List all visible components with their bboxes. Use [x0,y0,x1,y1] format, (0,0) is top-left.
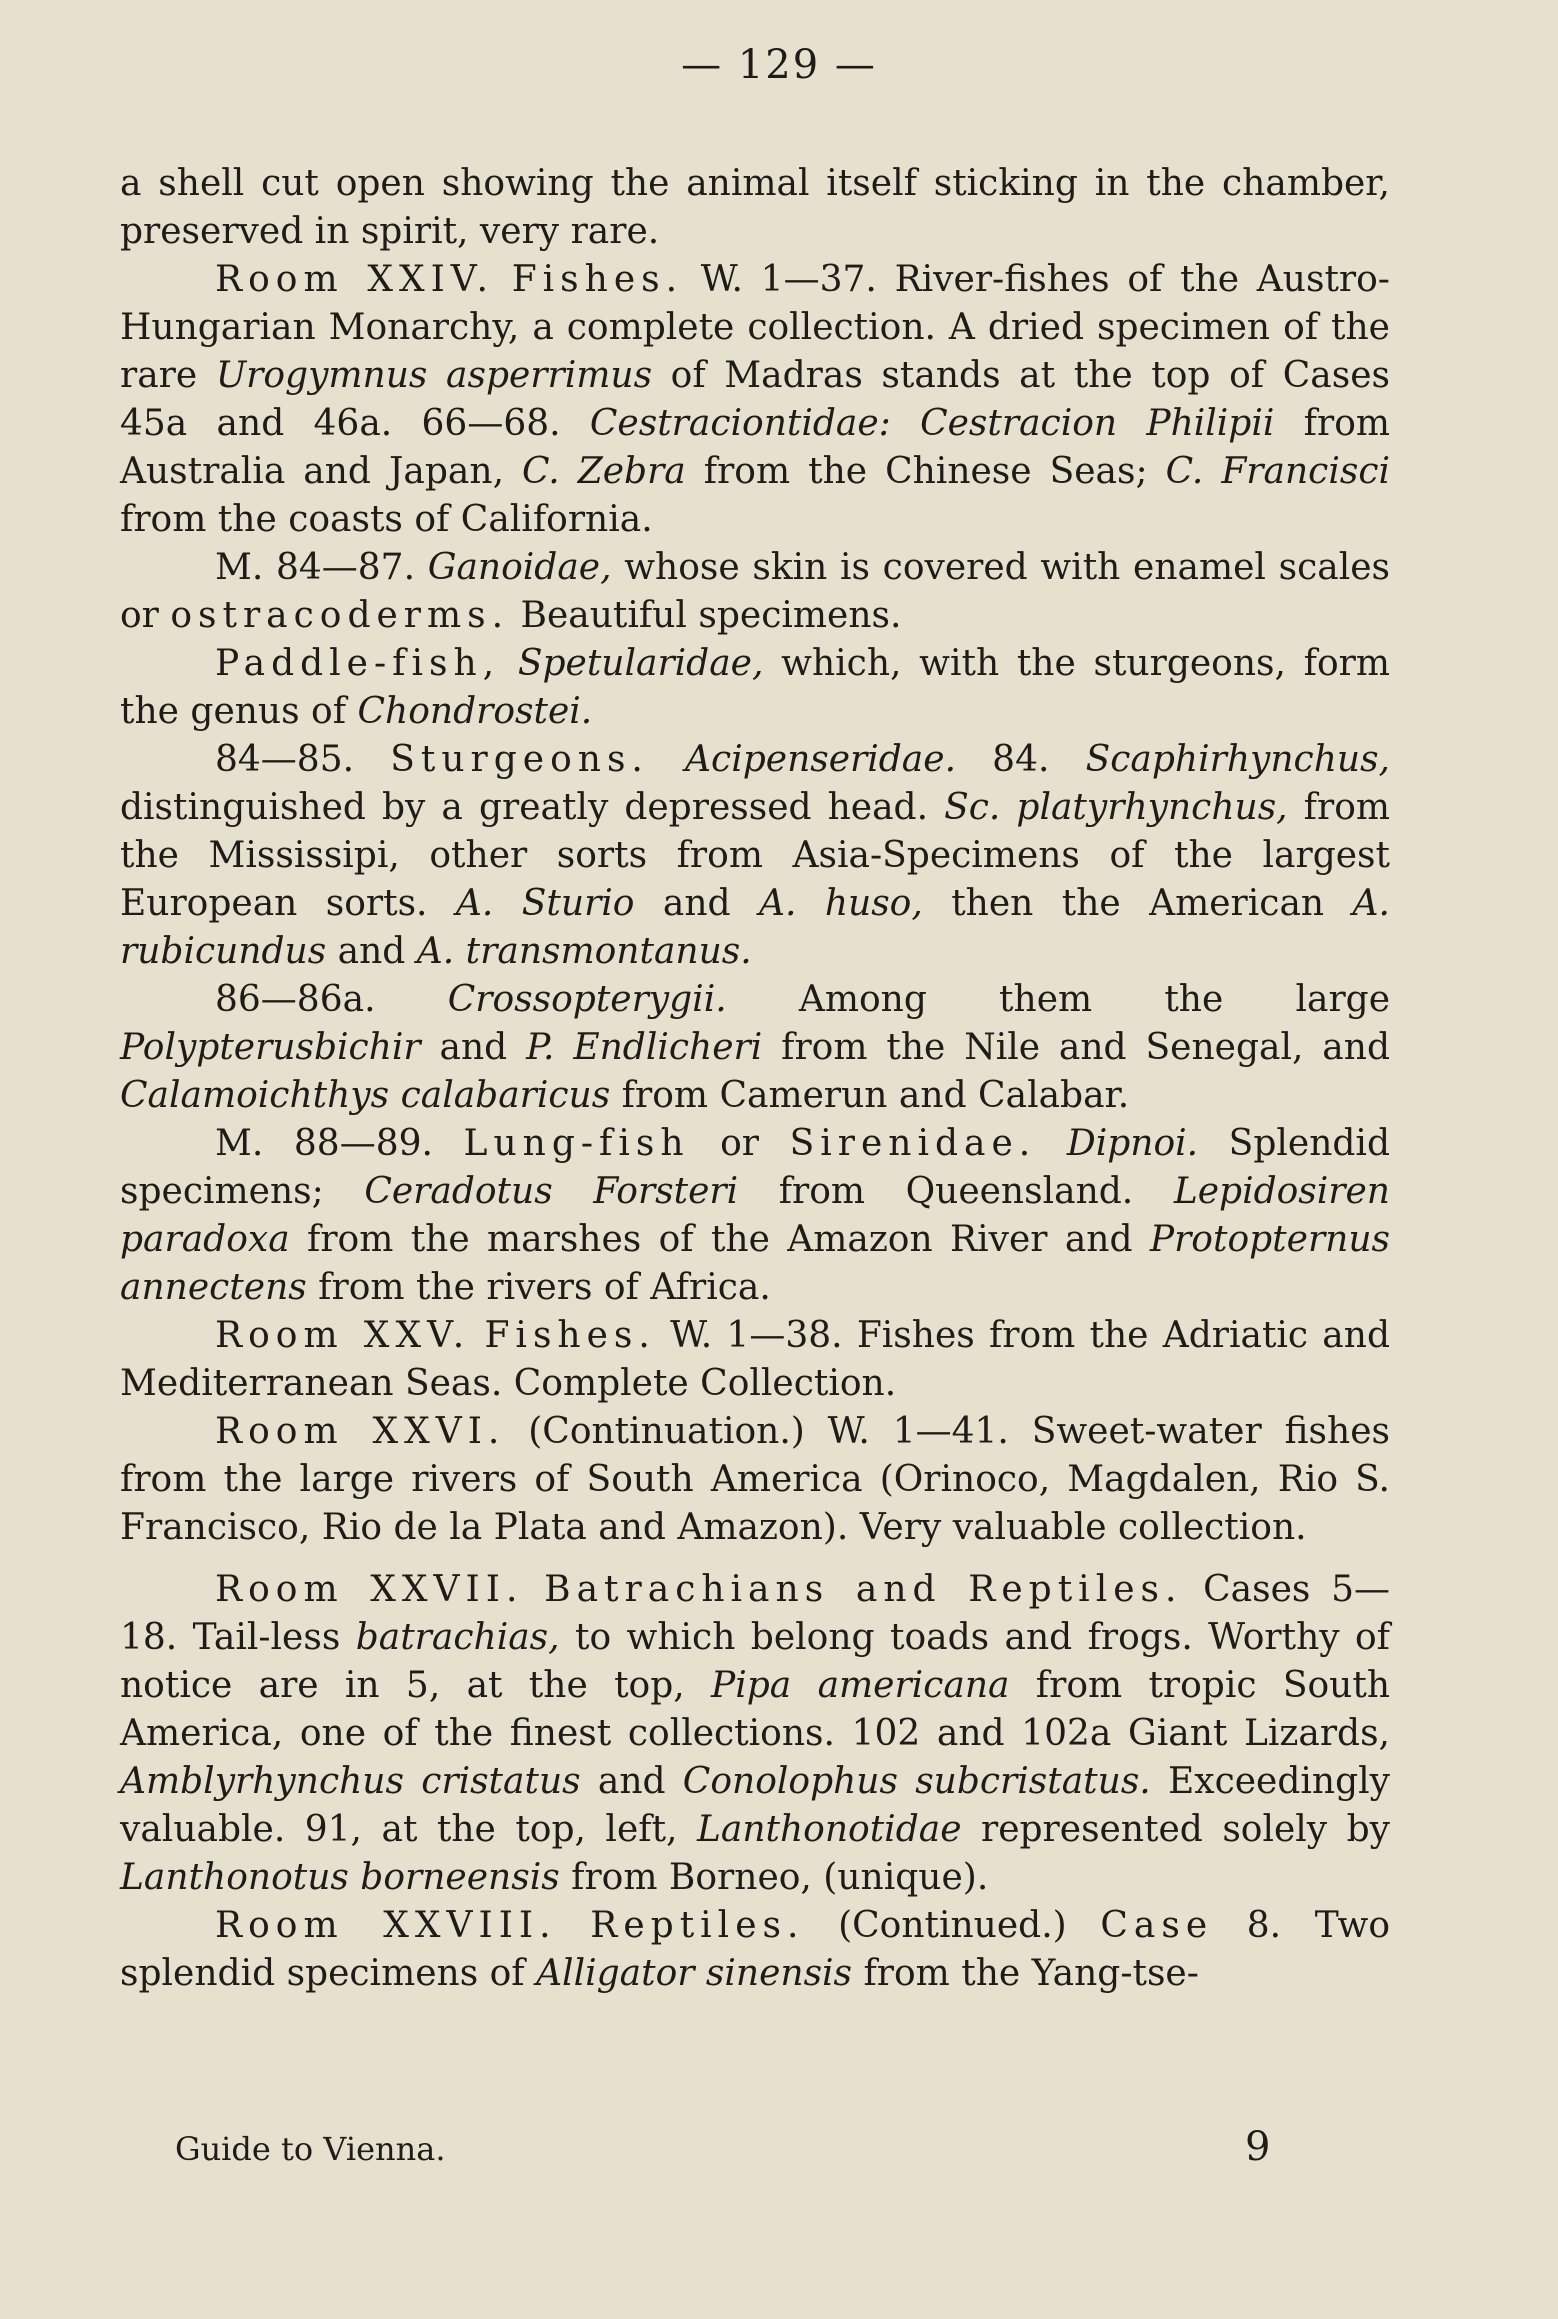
room-topic: Fishes. [511,259,684,300]
room-label: Room XXVI. [215,1411,506,1452]
spaced-term: Paddle-fish, [215,643,501,684]
species-name: Alligator sinensis [536,1953,853,1994]
spaced-term: ostracoderms. [170,595,510,636]
page-body [120,160,1390,1998]
species-name: Acipenseridae. [685,739,957,780]
paragraph-room-xxvii: Room XXVII. Batrachians and Reptiles. Cases 5—18. Tail-less batrachias, to which belong toads and frogs. Worthy of notice are in 5, at the top, Pipa americana from tropic South America, one of the finest collections. 102 and 102a Giant Lizards, Amblyrhynchus cristatus and Conolophus subcristatus. Exceedingly valuable. 91, at the top, left, Lanthonotidae represented solely by Lanthonotus borneensis from Borneo, (unique). [120,1569,1391,1898]
room-label: Room XXVII. [215,1569,524,1610]
species-name: Scaphirhynchus, [1085,739,1390,780]
species-name: Dipnoi. [1066,1123,1199,1164]
room-topic: Batrachians and Reptiles. [544,1569,1183,1610]
species-name: Conolophus subcristatus. [682,1761,1151,1802]
species-name: C. Zebra [522,451,686,492]
species-name: Chondrostei. [357,691,593,732]
species-name: Protopternus annectens [120,1219,1390,1308]
paragraph: a shell cut open showing the animal itself sticking in the chamber, preserved in spirit, very rare. [120,163,1390,252]
species-name: A. rubicundus [120,883,1390,972]
paragraph-crossopterygii: 86—86a. Crossopterygii. Among them the large Polypterusbichir and P. Endlicheri from the Nile and Senegal, and Calamoichthys calabaricus from Camerun and Calabar. [120,979,1391,1116]
species-name: batrachias, [355,1617,560,1658]
species-name: Lanthonotidae [696,1809,962,1850]
footer-book-title: Guide to Vienna. [175,2130,446,2168]
room-label: Room XXVIII. [215,1905,557,1946]
room-label: Room XXV. [215,1315,471,1356]
species-name: Sc. platyrhynchus, [944,787,1288,828]
species-name: Pipa americana [711,1665,1010,1706]
species-name: Spetularidae, [517,643,764,684]
spaced-term: Sturgeons. [390,739,649,780]
species-name: Ganoidae, [427,547,612,588]
species-name: Ceradotus Forsteri [364,1171,739,1212]
paragraph-room-xxviii: Room XXVIII. Reptiles. (Continued.) Case 8. Two splendid specimens of Alligator sinensis from the Yang-tse- [120,1905,1390,1994]
paragraph-room-xxvi: Room XXVI. (Continuation.) W. 1—41. Sweet-water fishes from the large rivers of South America (Orinoco, Magdalen, Rio S. Francisco, Rio de la Plata and Amazon). Very valuable collection. [120,1411,1390,1548]
species-name: P. Endlicheri [526,1027,763,1068]
species-name: C. Francisci [1165,451,1390,492]
paragraph-room-xxiv: Room XXIV. Fishes. W. 1—37. River-fishes of the Austro-Hungarian Monarchy, a complete collection. A dried specimen of the rare Urogymnus asperrimus of Madras stands at the top of Cases 45a and 46a. 66—68. Cestraciontidae: Cestracion Philipii from Australia and Japan, C. Zebra from the Chinese Seas; C. Francisci from the coasts of California. [120,259,1391,540]
species-name: Urogymnus asperrimus [215,355,653,396]
species-name: A. transmontanus. [416,931,752,972]
room-topic: Reptiles. [590,1905,805,1946]
species-name: Calamoichthys calabaricus [120,1075,611,1116]
paragraph-sturgeons: 84—85. Sturgeons. Acipenseridae. 84. Scaphirhynchus, distinguished by a greatly depressed head. Sc. platyrhynchus, from the Mississipi, other sorts from Asia-Specimens of the largest European sorts. A. Sturio and A. huso, then the American A. rubicundus and A. transmontanus. [120,739,1391,972]
species-name: Cestraciontidae: Cestracion Philipii [589,403,1275,444]
species-name: Polypterusbichir [120,1027,421,1068]
room-topic: Fishes. [484,1315,656,1356]
paragraph-lung-fish: M. 88—89. Lung-fish or Sirenidae. Dipnoi. Splendid specimens; Ceradotus Forsteri from Queensland. Lepidosiren paradoxa from the marshes of the Amazon River and Protopternus annectens from the rivers of Africa. [120,1123,1390,1308]
species-name: Crossopterygii. [447,979,727,1020]
species-name: A. Sturio [455,883,635,924]
room-label: Room XXIV. [215,259,494,300]
spaced-term: Case [1100,1905,1214,1946]
spaced-term: Lung-fish [463,1123,690,1164]
species-name: Lanthonotus borneensis [120,1857,560,1898]
footer-signature-number: 9 [1245,2124,1271,2170]
paragraph-paddle-fish: Paddle-fish, Spetularidae, which, with the sturgeons, form the genus of Chondrostei. [120,643,1391,732]
species-name: A. huso, [758,883,923,924]
paragraph-ganoidae: M. 84—87. Ganoidae, whose skin is covered with enamel scales or ostracoderms. Beautiful specimens. [120,547,1390,636]
paragraph-room-xxv: Room XXV. Fishes. W. 1—38. Fishes from the Adriatic and Mediterranean Seas. Complete Collection. [120,1315,1390,1404]
species-name: Lepidosiren paradoxa [120,1171,1390,1260]
species-name: Amblyrhynchus cristatus [120,1761,581,1802]
spaced-term: Sirenidae. [789,1123,1037,1164]
page-number: — 129 — [681,42,877,88]
